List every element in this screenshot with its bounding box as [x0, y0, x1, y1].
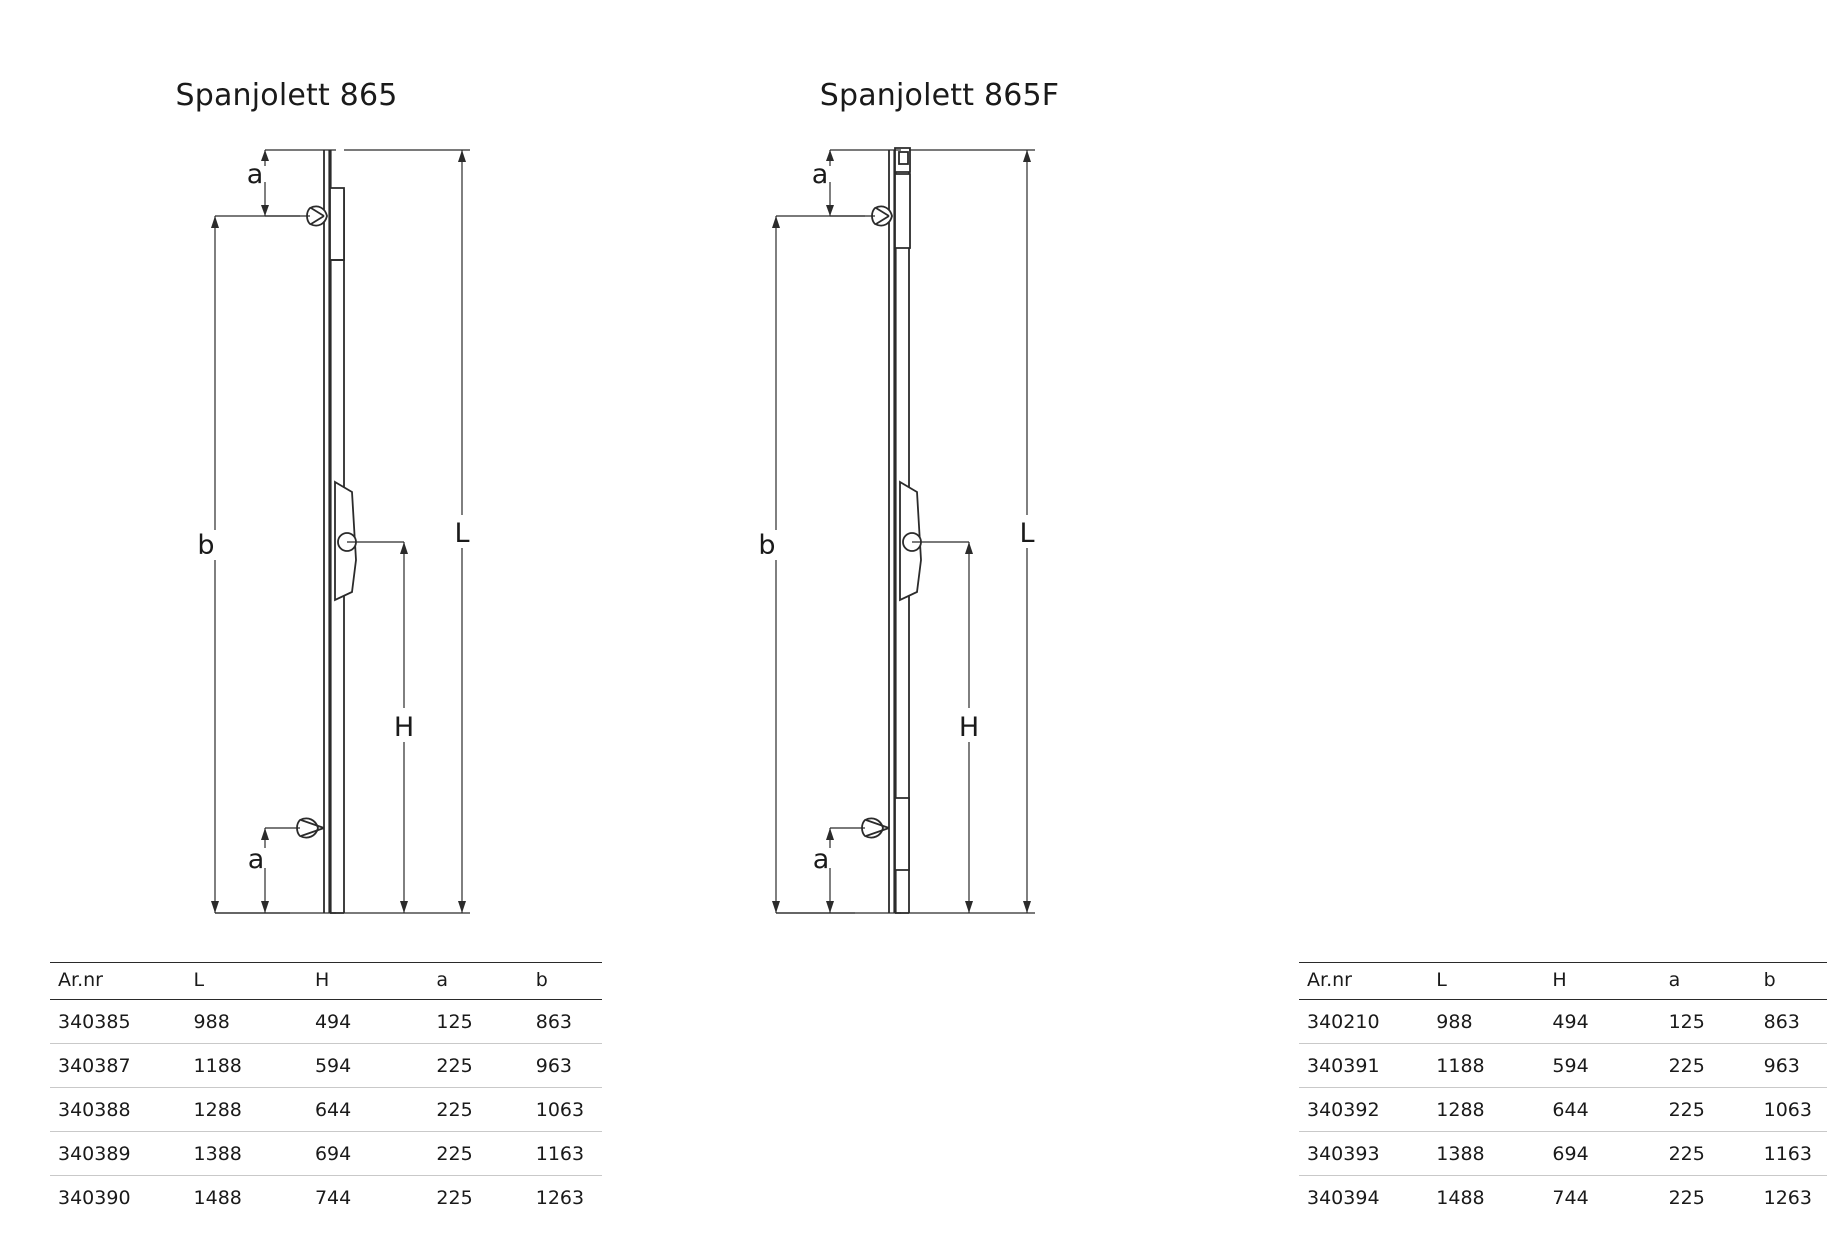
- dim-label-a-bottom: a: [812, 844, 830, 875]
- cell-b: 1163: [1763, 1143, 1812, 1165]
- cell-h: 594: [314, 1055, 352, 1077]
- table-header-l: L: [1436, 969, 1447, 991]
- cell-b: 1063: [535, 1099, 585, 1121]
- spec-table-wrapper-865: [50, 962, 602, 1219]
- table-header-row: [1299, 963, 1827, 1000]
- dim-label-a-top: a: [246, 159, 264, 190]
- cell-h: 494: [1552, 1011, 1589, 1033]
- cell-a: 225: [436, 1055, 473, 1077]
- cell-l: 1288: [193, 1099, 242, 1121]
- dim-label-a-top: a: [811, 159, 829, 190]
- cell-h: 694: [1552, 1143, 1589, 1165]
- table-row: [50, 1176, 602, 1220]
- table-row: [1299, 1132, 1827, 1176]
- cell-a: 125: [1668, 1011, 1705, 1033]
- cell-a: 225: [436, 1143, 473, 1165]
- panel-spanjolett-865f: [629, 0, 1812, 1209]
- cell-h: 644: [314, 1099, 352, 1121]
- table-header-h: H: [314, 969, 330, 991]
- cell-b: 863: [535, 1011, 573, 1033]
- panel-title: Spanjolett 865: [175, 78, 398, 113]
- cell-a: 225: [436, 1187, 473, 1209]
- cell-b: 963: [535, 1055, 573, 1077]
- cell-l: 988: [1436, 1011, 1473, 1033]
- cell-arnr: 340391: [1307, 1055, 1380, 1077]
- cell-b: 863: [1763, 1011, 1800, 1033]
- table-row: [50, 1132, 602, 1176]
- table-row: [1299, 1088, 1827, 1132]
- spec-table-865f: [1299, 962, 1827, 1219]
- cell-arnr: 340387: [58, 1055, 131, 1077]
- cell-a: 225: [1668, 1055, 1705, 1077]
- dim-label-l: L: [454, 518, 470, 549]
- table-row: [50, 1044, 602, 1088]
- cell-b: 1163: [535, 1143, 585, 1165]
- spec-table-wrapper-865f: [1299, 962, 1827, 1219]
- cell-l: 1288: [1436, 1099, 1485, 1121]
- cell-arnr: 340392: [1307, 1099, 1380, 1121]
- cell-h: 594: [1552, 1055, 1589, 1077]
- cell-b: 963: [1763, 1055, 1800, 1077]
- table-row: [1299, 1000, 1827, 1044]
- dim-label-l: L: [1019, 518, 1035, 549]
- cell-a: 125: [436, 1011, 473, 1033]
- drawing-spanjolett-865: [0, 130, 629, 940]
- cell-b: 1263: [535, 1187, 585, 1209]
- cell-l: 1388: [1436, 1143, 1485, 1165]
- dim-label-h: H: [393, 712, 415, 743]
- table-row: [50, 1000, 602, 1044]
- table-header-b: b: [1763, 969, 1776, 991]
- cell-h: 644: [1552, 1099, 1589, 1121]
- cell-h: 694: [314, 1143, 352, 1165]
- table-row: [1299, 1176, 1827, 1220]
- dim-label-h: H: [958, 712, 980, 743]
- dim-label-b: b: [758, 530, 776, 561]
- panel-title: Spanjolett 865F: [819, 78, 1060, 113]
- table-header-h: H: [1552, 969, 1567, 991]
- dim-label-b: b: [197, 530, 215, 561]
- panel-spanjolett-865: [0, 0, 629, 1209]
- table-header-arnr: Ar.nr: [58, 969, 103, 991]
- table-header-row: [50, 963, 602, 1000]
- cell-b: 1063: [1763, 1099, 1812, 1121]
- table-row: [50, 1088, 602, 1132]
- cell-a: 225: [436, 1099, 473, 1121]
- cell-a: 225: [1668, 1187, 1705, 1209]
- cell-arnr: 340389: [58, 1143, 131, 1165]
- table-header-a: a: [436, 969, 449, 991]
- dim-label-a-bottom: a: [247, 844, 265, 875]
- cell-arnr: 340388: [58, 1099, 131, 1121]
- cell-h: 744: [1552, 1187, 1589, 1209]
- table-header-a: a: [1668, 969, 1681, 991]
- cell-l: 1188: [1436, 1055, 1485, 1077]
- drawing-svg: [629, 130, 1258, 940]
- drawing-svg: [0, 130, 629, 940]
- cell-b: 1263: [1763, 1187, 1812, 1209]
- cell-l: 1388: [193, 1143, 242, 1165]
- cell-arnr: 340394: [1307, 1187, 1380, 1209]
- cell-l: 1188: [193, 1055, 242, 1077]
- drawing-spanjolett-865f: [629, 130, 1258, 940]
- cell-l: 1488: [1436, 1187, 1485, 1209]
- spec-table-865: [50, 962, 602, 1219]
- cell-arnr: 340393: [1307, 1143, 1380, 1165]
- table-header-b: b: [535, 969, 548, 991]
- cell-a: 225: [1668, 1099, 1705, 1121]
- table-header-l: L: [193, 969, 205, 991]
- cell-l: 1488: [193, 1187, 242, 1209]
- table-row: [1299, 1044, 1827, 1088]
- cell-h: 494: [314, 1011, 352, 1033]
- cell-arnr: 340385: [58, 1011, 131, 1033]
- cell-l: 988: [193, 1011, 230, 1033]
- table-header-arnr: Ar.nr: [1307, 969, 1352, 991]
- cell-a: 225: [1668, 1143, 1705, 1165]
- cell-h: 744: [314, 1187, 352, 1209]
- cell-arnr: 340390: [58, 1187, 131, 1209]
- cell-arnr: 340210: [1307, 1011, 1380, 1033]
